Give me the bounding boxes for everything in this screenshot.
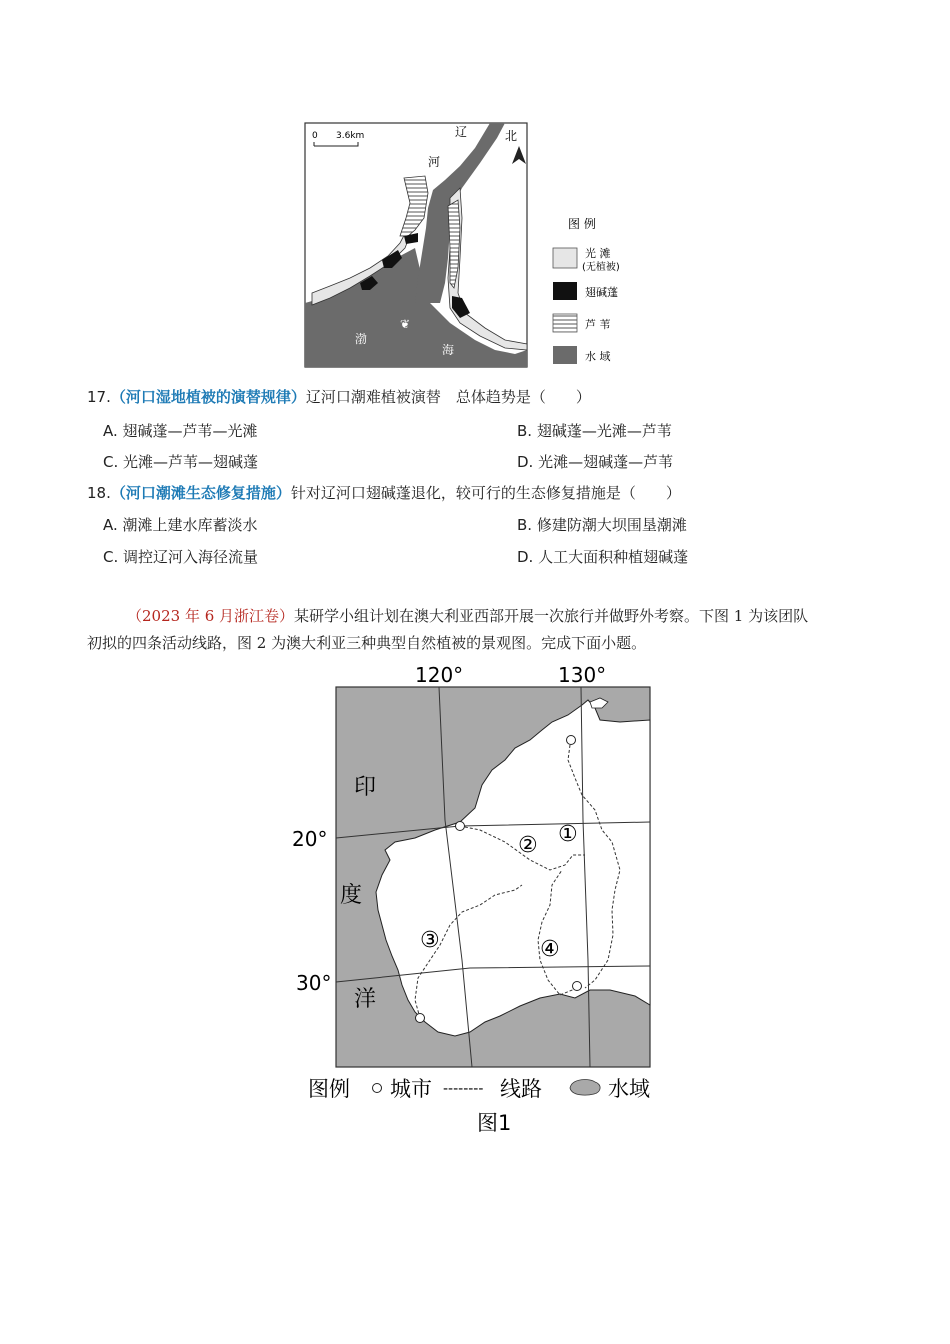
scale-distance: 3.6km <box>336 131 365 141</box>
city-marker <box>567 736 576 745</box>
question-text: 针对辽河口翅碱蓬退化，较可行的生态修复措施是（ ） <box>290 484 681 502</box>
legend-city-icon <box>373 1084 382 1093</box>
legend-bare-label: 光 滩 <box>585 247 611 260</box>
lon-130-label: 130° <box>558 663 607 687</box>
island-mark: ❦ <box>400 317 411 331</box>
question-number: 18. <box>87 484 111 502</box>
question-17 <box>87 387 591 407</box>
question-tag: （河口潮滩生态修复措施） <box>110 484 291 502</box>
lon-120-label: 120° <box>415 663 464 687</box>
route-3-label: ③ <box>420 928 440 953</box>
legend-swatch-water <box>553 346 577 364</box>
sea-label-2: 海 <box>442 343 455 357</box>
exam-source: （2023 年 6 月浙江卷） <box>127 607 295 625</box>
intro-paragraph <box>87 603 867 657</box>
legend-dash: -------- <box>443 1081 484 1097</box>
legend-swatch-suaeda <box>553 282 577 300</box>
legend-label: 图例 <box>308 1077 350 1101</box>
legend-water-label: 水 域 <box>585 350 611 363</box>
ocean-label-2: 度 <box>340 883 363 908</box>
q17-option-b[interactable]: B. 翅碱蓬—光滩—芦苇 <box>517 422 672 440</box>
intro-text-1: 某研学小组计划在澳大利亚西部开展一次旅行并做野外考察。下图 1 为该团队 <box>294 607 809 625</box>
river-label-2: 河 <box>428 155 441 169</box>
q18-option-c[interactable]: C. 调控辽河入海径流量 <box>103 548 259 566</box>
legend-city-label: 城市 <box>390 1077 432 1101</box>
intro-line-1 <box>87 603 867 630</box>
intro-line-2: 初拟的四条活动线路，图 2 为澳大利亚三种典型自然植被的景观图。完成下面小题。 <box>87 634 647 652</box>
q18-option-a[interactable]: A. 潮滩上建水库蓄淡水 <box>103 516 258 534</box>
q17-option-c[interactable]: C. 光滩—芦苇—翅碱蓬 <box>103 453 259 471</box>
north-label: 北 <box>505 129 518 143</box>
legend-swatch-bare <box>553 248 577 268</box>
lat-30-label: 30° <box>296 971 332 995</box>
legend-water-icon <box>570 1080 600 1096</box>
question-tag: （河口湿地植被的演替规律） <box>110 388 306 406</box>
legend-bare-sub: (无植被) <box>582 262 620 273</box>
city-marker <box>456 822 465 831</box>
legend-route-label: 线路 <box>500 1077 542 1101</box>
question-18 <box>87 483 681 503</box>
q18-option-b[interactable]: B. 修建防潮大坝围垦潮滩 <box>517 516 687 534</box>
city-marker <box>573 982 582 991</box>
route-2-label: ② <box>518 833 538 858</box>
scale-zero: 0 <box>312 131 318 141</box>
route-1-label: ① <box>558 822 578 847</box>
legend-reed-label: 芦 苇 <box>585 318 611 331</box>
question-text: 辽河口潮难植被演替 总体趋势是（ ） <box>305 388 591 406</box>
ocean-label-1: 印 <box>354 775 377 800</box>
river-label-1: 辽 <box>455 125 468 139</box>
lat-20-label: 20° <box>292 827 328 851</box>
q17-option-a[interactable]: A. 翅碱蓬—芦苇—光滩 <box>103 422 258 440</box>
route-4-label: ④ <box>540 937 560 962</box>
figure-caption: 图1 <box>477 1111 512 1135</box>
sea-label-1: 渤 <box>355 332 368 346</box>
australia-route-map <box>290 660 670 1140</box>
legend-water-label: 水域 <box>608 1077 650 1101</box>
question-number: 17. <box>87 388 111 406</box>
ocean-label-3: 洋 <box>354 987 377 1012</box>
city-marker <box>416 1014 425 1023</box>
legend-suaeda-label: 翅碱蓬 <box>585 286 618 299</box>
legend-swatch-reed <box>553 314 577 332</box>
liaohe-estuary-map <box>300 118 650 372</box>
q18-option-d[interactable]: D. 人工大面积种植翅碱蓬 <box>517 548 689 566</box>
q17-option-d[interactable]: D. 光滩—翅碱蓬—芦苇 <box>517 453 674 471</box>
legend-title: 图 例 <box>568 217 596 231</box>
